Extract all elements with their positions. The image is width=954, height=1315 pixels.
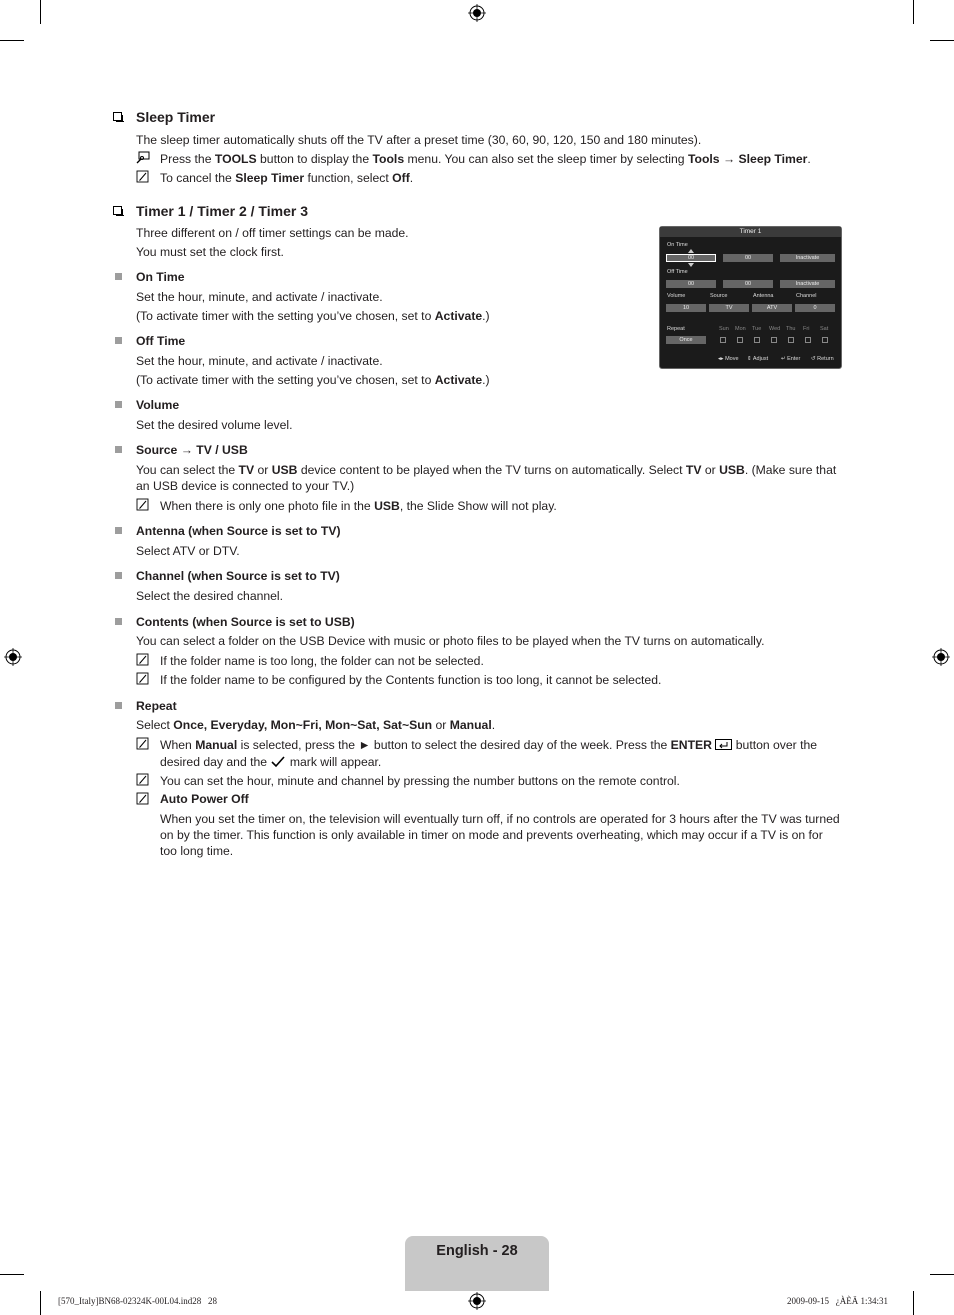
osd-day-checkbox[interactable] xyxy=(822,337,828,343)
osd-title: Timer 1 xyxy=(660,227,841,237)
tools-note-text: Press the TOOLS button to display the Tools menu. You can also set the sleep timer by selecting Tools → Sleep Timer. xyxy=(160,152,811,166)
crop-mark xyxy=(930,1274,954,1275)
osd-day-checkbox[interactable] xyxy=(771,337,777,343)
square-bullet-icon xyxy=(115,337,122,344)
source-l1: You can select the TV or USB device content to be played when the TV turns on automatically. Select TV or USB. (Make sure that xyxy=(136,463,837,477)
note-icon xyxy=(136,773,150,786)
osd-volume-label: Volume xyxy=(667,293,686,299)
on-time-title: On Time xyxy=(136,270,185,284)
square-bullet-icon xyxy=(115,446,122,453)
osd-day-label: Tue xyxy=(752,326,762,332)
osd-day-checkbox[interactable] xyxy=(720,337,726,343)
volume-l1: Set the desired volume level. xyxy=(136,418,293,432)
osd-repeat-label: Repeat xyxy=(667,326,685,332)
registration-mark-icon xyxy=(468,1292,486,1310)
timer-osd-screen xyxy=(659,226,842,369)
crop-mark xyxy=(0,1274,24,1275)
adjust-arrows-icon: ⇕ xyxy=(747,356,752,362)
off-time-l1: Set the hour, minute, and activate / inactivate. xyxy=(136,354,383,368)
osd-repeat-value[interactable]: Once xyxy=(666,336,706,344)
enter-icon xyxy=(715,739,732,750)
note-icon xyxy=(136,792,150,805)
repeat-l1: Select Once, Everyday, Mon~Fri, Mon~Sat, Sat~Sun or Manual. xyxy=(136,718,496,732)
contents-note2: If the folder name to be configured by the Contents function is too long, it cannot be selected. xyxy=(160,673,662,687)
note-icon xyxy=(136,672,150,685)
osd-day-label: Wed xyxy=(769,326,781,332)
osd-on-state[interactable]: Inactivate xyxy=(780,254,835,262)
osd-source-value[interactable]: TV xyxy=(709,304,749,312)
osd-on-time-label: On Time xyxy=(667,242,688,248)
enter-icon: ↵ xyxy=(781,356,786,362)
osd-day-label: Fri xyxy=(803,326,810,332)
square-bullet-icon xyxy=(115,572,122,579)
page-number: English - 28 xyxy=(436,1243,518,1259)
osd-nav-move: ◂▸ Move xyxy=(718,356,739,362)
osd-day-label: Sat xyxy=(820,326,829,332)
on-time-l1: Set the hour, minute, and activate / inactivate. xyxy=(136,290,383,304)
square-bullet-icon xyxy=(115,401,122,408)
note-icon xyxy=(136,170,150,183)
tools-note-icon xyxy=(136,151,150,164)
osd-day-label: Mon xyxy=(735,326,746,332)
sleep-timer-desc: The sleep timer automatically shuts off the TV after a preset time (30, 60, 90, 120, 150 and 180 minutes). xyxy=(136,133,702,147)
square-bullet-icon xyxy=(115,527,122,534)
source-note: When there is only one photo file in the USB, the Slide Show will not play. xyxy=(160,499,557,513)
osd-nav-return: ↺ Return xyxy=(811,356,834,362)
crop-mark xyxy=(40,0,41,24)
osd-day-checkbox[interactable] xyxy=(788,337,794,343)
channel-l1: Select the desired channel. xyxy=(136,589,284,603)
return-icon: ↺ xyxy=(811,356,816,362)
on-time-l2: (To activate timer with the setting you’ve chosen, set to Activate.) xyxy=(136,309,490,323)
crop-mark xyxy=(913,0,914,24)
print-timestamp: 2009-09-15 ¿ÀÈÄ 1:34:31 xyxy=(787,1296,888,1306)
registration-mark-icon xyxy=(468,4,486,22)
down-arrow-icon xyxy=(688,263,694,267)
osd-off-time-label: Off Time xyxy=(667,269,688,275)
auto-power-off-title: Auto Power Off xyxy=(160,792,249,806)
square-bullet-icon xyxy=(115,273,122,280)
registration-mark-icon xyxy=(932,648,950,666)
timer-line1: Three different on / off timer settings can be made. xyxy=(136,226,409,240)
osd-off-minute[interactable]: 00 xyxy=(723,280,773,288)
timer-heading: Timer 1 / Timer 2 / Timer 3 xyxy=(136,203,308,219)
osd-day-label: Sun xyxy=(719,326,729,332)
osd-day-label: Thu xyxy=(786,326,796,332)
square-bullet-icon xyxy=(115,702,122,709)
channel-title: Channel (when Source is set to TV) xyxy=(136,569,340,583)
antenna-title: Antenna (when Source is set to TV) xyxy=(136,524,341,538)
source-l2: an USB device is connected to your TV.) xyxy=(136,479,355,493)
repeat-note2: You can set the hour, minute and channel by pressing the number buttons on the remote control. xyxy=(160,774,680,788)
osd-on-minute[interactable]: 00 xyxy=(723,254,773,262)
contents-note1: If the folder name is too long, the folder can not be selected. xyxy=(160,654,484,668)
auto-power-off-l1: When you set the timer on, the television will eventually turn off, if no controls are operated for 3 hours after the TV was turned xyxy=(160,812,840,826)
move-arrows-icon: ◂▸ xyxy=(718,356,724,362)
off-time-title: Off Time xyxy=(136,334,186,348)
source-title: Source → TV / USB xyxy=(136,443,248,457)
timer-line2: You must set the clock first. xyxy=(136,245,284,259)
square-bullet-icon xyxy=(115,618,122,625)
note-icon xyxy=(136,653,150,666)
osd-off-hour[interactable]: 00 xyxy=(666,280,716,288)
osd-day-checkbox[interactable] xyxy=(737,337,743,343)
auto-power-off-l2: on by the timer. This function is only available in timer on mode and prevents overheating, which may occur if a TV is on for xyxy=(160,828,823,842)
crop-mark xyxy=(930,40,954,41)
contents-title: Contents (when Source is set to USB) xyxy=(136,615,355,629)
checkbox-bullet-icon xyxy=(113,112,122,121)
osd-on-hour[interactable]: 00 xyxy=(666,254,716,262)
repeat-note1-line2: desired day and the mark will appear. xyxy=(160,755,382,769)
sleep-timer-heading: Sleep Timer xyxy=(136,109,216,125)
repeat-title: Repeat xyxy=(136,699,177,713)
file-info: [570_Italy]BN68-02324K-00L04.ind28 28 xyxy=(58,1296,217,1306)
note-icon xyxy=(136,498,150,511)
osd-day-checkbox[interactable] xyxy=(805,337,811,343)
crop-mark xyxy=(0,40,24,41)
osd-source-label: Source xyxy=(710,293,728,299)
volume-title: Volume xyxy=(136,398,180,412)
osd-channel-value[interactable]: 0 xyxy=(795,304,835,312)
note-icon xyxy=(136,737,150,750)
osd-volume-value[interactable]: 10 xyxy=(666,304,706,312)
osd-channel-label: Channel xyxy=(796,293,817,299)
auto-power-off-l3: too long time. xyxy=(160,844,234,858)
repeat-note1-line1: When Manual is selected, press the ► button to select the desired day of the week. Press the ENTER button over the xyxy=(160,738,818,752)
antenna-l1: Select ATV or DTV. xyxy=(136,544,240,558)
osd-antenna-value[interactable]: ATV xyxy=(752,304,792,312)
osd-day-checkbox[interactable] xyxy=(754,337,760,343)
crop-mark xyxy=(913,1291,914,1315)
crop-mark xyxy=(40,1291,41,1315)
checkmark-icon xyxy=(270,756,286,768)
off-time-l2: (To activate timer with the setting you’ve chosen, set to Activate.) xyxy=(136,373,490,387)
cancel-note-text: To cancel the Sleep Timer function, select Off. xyxy=(160,171,414,185)
contents-l1: You can select a folder on the USB Device with music or photo files to be played when the TV turns on automatically. xyxy=(136,634,765,648)
osd-antenna-label: Antenna xyxy=(753,293,774,299)
osd-off-state[interactable]: Inactivate xyxy=(780,280,835,288)
osd-nav-adjust: ⇕ Adjust xyxy=(747,356,769,362)
checkbox-bullet-icon xyxy=(113,206,122,215)
registration-mark-icon xyxy=(4,648,22,666)
up-arrow-icon xyxy=(688,249,694,253)
osd-nav-enter: ↵ Enter xyxy=(781,356,801,362)
